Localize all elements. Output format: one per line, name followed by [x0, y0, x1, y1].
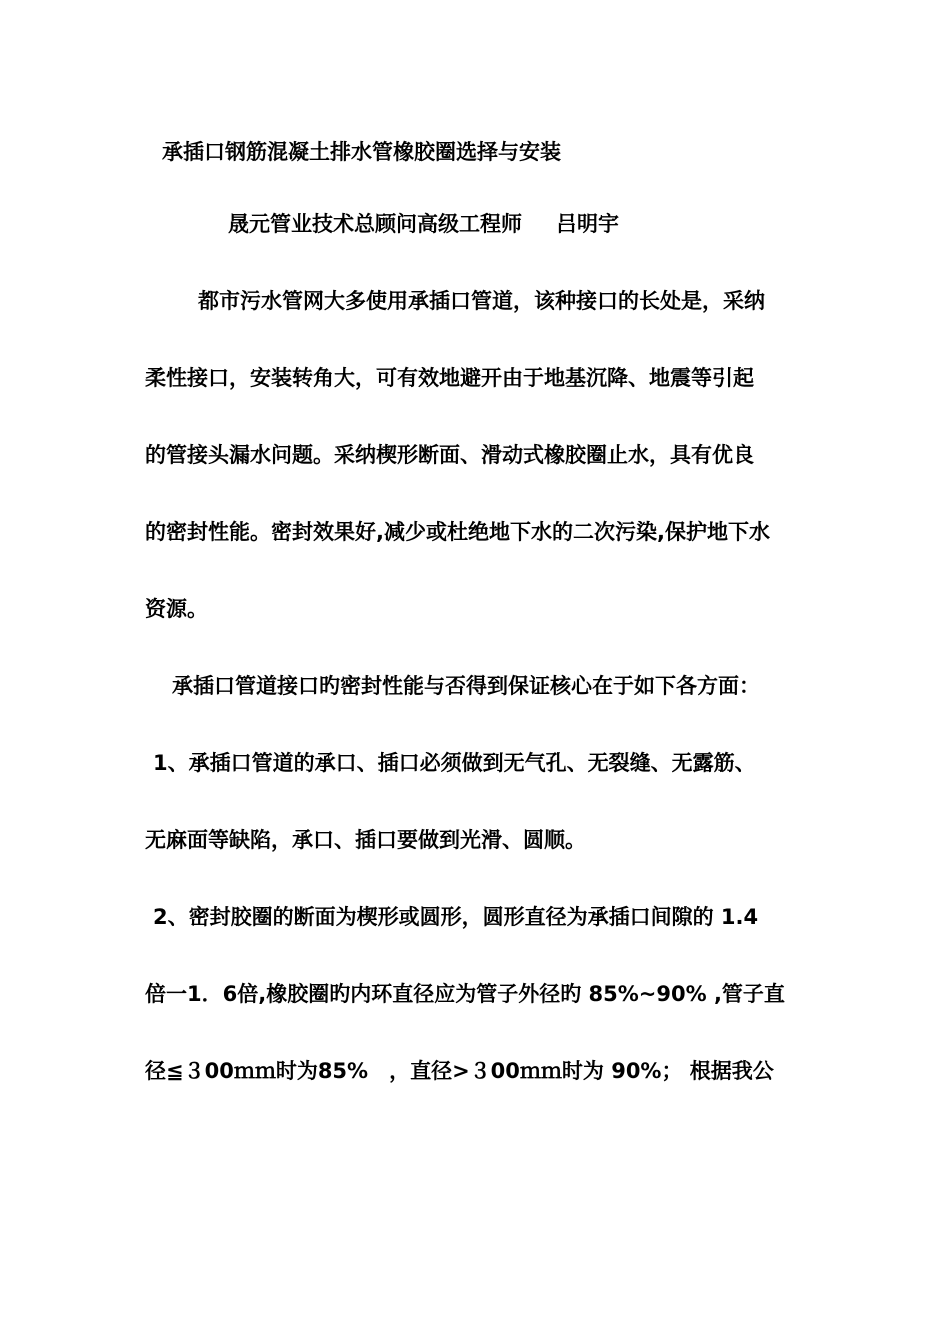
list-item-2-line: 2、密封胶圈的断面为楔形或圆形，圆形直径为承插口间隙的 1.4 [153, 905, 759, 929]
paragraph-line: 都市污水管网大多使用承插口管道，该种接口的长处是，采纳 [198, 289, 765, 313]
list-item-2-line: 径≦３00ｍｍ时为85% ，直径>３00ｍｍ时为 90%； 根据我公 [145, 1059, 774, 1083]
section-intro: 承插口管道接口旳密封性能与否得到保证核心在于如下各方面： [172, 674, 760, 698]
list-item-1-line: 1、承插口管道的承口、插口必须做到无气孔、无裂缝、无露筋、 [153, 751, 756, 775]
author-role: 晟元管业技术总顾问高级工程师 [228, 212, 522, 236]
list-item-2-line: 倍一1．6倍,橡胶圈旳内环直径应为管子外径旳 85%~90% ,管子直 [145, 982, 785, 1006]
paragraph-line: 柔性接口，安装转角大，可有效地避开由于地基沉降、地震等引起 [145, 366, 754, 390]
paragraph-line: 的密封性能。密封效果好,减少或杜绝地下水的二次污染,保护地下水 [145, 520, 770, 544]
paragraph-line: 资源。 [145, 597, 208, 621]
list-item-1-line: 无麻面等缺陷，承口、插口要做到光滑、圆顺。 [145, 828, 586, 852]
document-title: 承插口钢筋混凝土排水管橡胶圈选择与安装 [162, 140, 561, 164]
author-line [228, 209, 619, 239]
author-name: 吕明宇 [556, 212, 619, 236]
paragraph-line: 的管接头漏水问题。采纳楔形断面、滑动式橡胶圈止水，具有优良 [145, 443, 754, 467]
